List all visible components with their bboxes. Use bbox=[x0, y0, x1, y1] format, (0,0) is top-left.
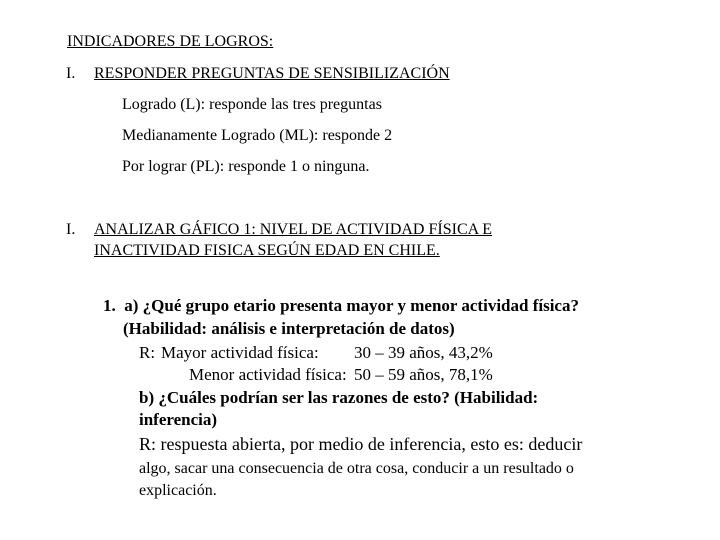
question-label: b) bbox=[139, 388, 155, 407]
criterion-logrado bbox=[122, 95, 382, 115]
question-text: ¿Qué grupo etario presenta mayor y menor actividad física? bbox=[142, 296, 579, 315]
page-heading: INDICADORES DE LOGROS: bbox=[67, 33, 274, 50]
answer-a-row2-label: Menor actividad física: bbox=[189, 365, 347, 384]
criterion-label: Por lograr (PL): bbox=[122, 158, 225, 175]
answer-a-prefix: R: bbox=[139, 343, 156, 362]
question-text: ¿Cuáles podrían ser las razones de esto? (Habilidad: bbox=[158, 388, 539, 407]
criterion-text: responde 1 o ninguna. bbox=[224, 158, 370, 175]
answer-a-row1-value: 30 – 39 años, 43,2% bbox=[354, 343, 493, 362]
section1-numeral: I. bbox=[66, 65, 76, 82]
section2-title-line1: ANALIZAR GÁFICO 1: NIVEL DE ACTIVIDAD FÍSICA E bbox=[94, 221, 493, 238]
answer-b-line1: R: respuesta abierta, por medio de inferencia, esto es: deducir bbox=[139, 434, 583, 454]
criterion-medianamente bbox=[122, 126, 392, 146]
question-a-skill: (Habilidad: análisis e interpretación de datos) bbox=[123, 319, 455, 338]
criterion-text: responde las tres preguntas bbox=[205, 96, 382, 113]
answer-b-line2: algo, sacar una consecuencia de otra cosa, conducir a un resultado o bbox=[139, 460, 574, 477]
criterion-label: Medianamente Logrado (ML): bbox=[122, 127, 319, 144]
section1-title: RESPONDER PREGUNTAS DE SENSIBILIZACIÓN bbox=[94, 65, 450, 82]
section2-numeral: I. bbox=[66, 221, 76, 238]
answer-b-line3: explicación. bbox=[139, 482, 217, 499]
criterion-por-lograr bbox=[122, 157, 370, 177]
criterion-text: responde 2 bbox=[318, 127, 393, 144]
criterion-label: Logrado (L): bbox=[122, 96, 206, 113]
section2-title-line2: INACTIVIDAD FISICA SEGÚN EDAD EN CHILE. bbox=[94, 242, 440, 259]
question-a bbox=[103, 295, 579, 317]
question-b bbox=[139, 387, 538, 409]
question-b-line2: inferencia) bbox=[139, 410, 218, 429]
question-label: a) bbox=[124, 296, 139, 315]
answer-a-row2-value: 50 – 59 años, 78,1% bbox=[354, 365, 493, 384]
question-number: 1. bbox=[103, 296, 116, 315]
answer-a-row1-label: Mayor actividad física: bbox=[161, 343, 319, 362]
